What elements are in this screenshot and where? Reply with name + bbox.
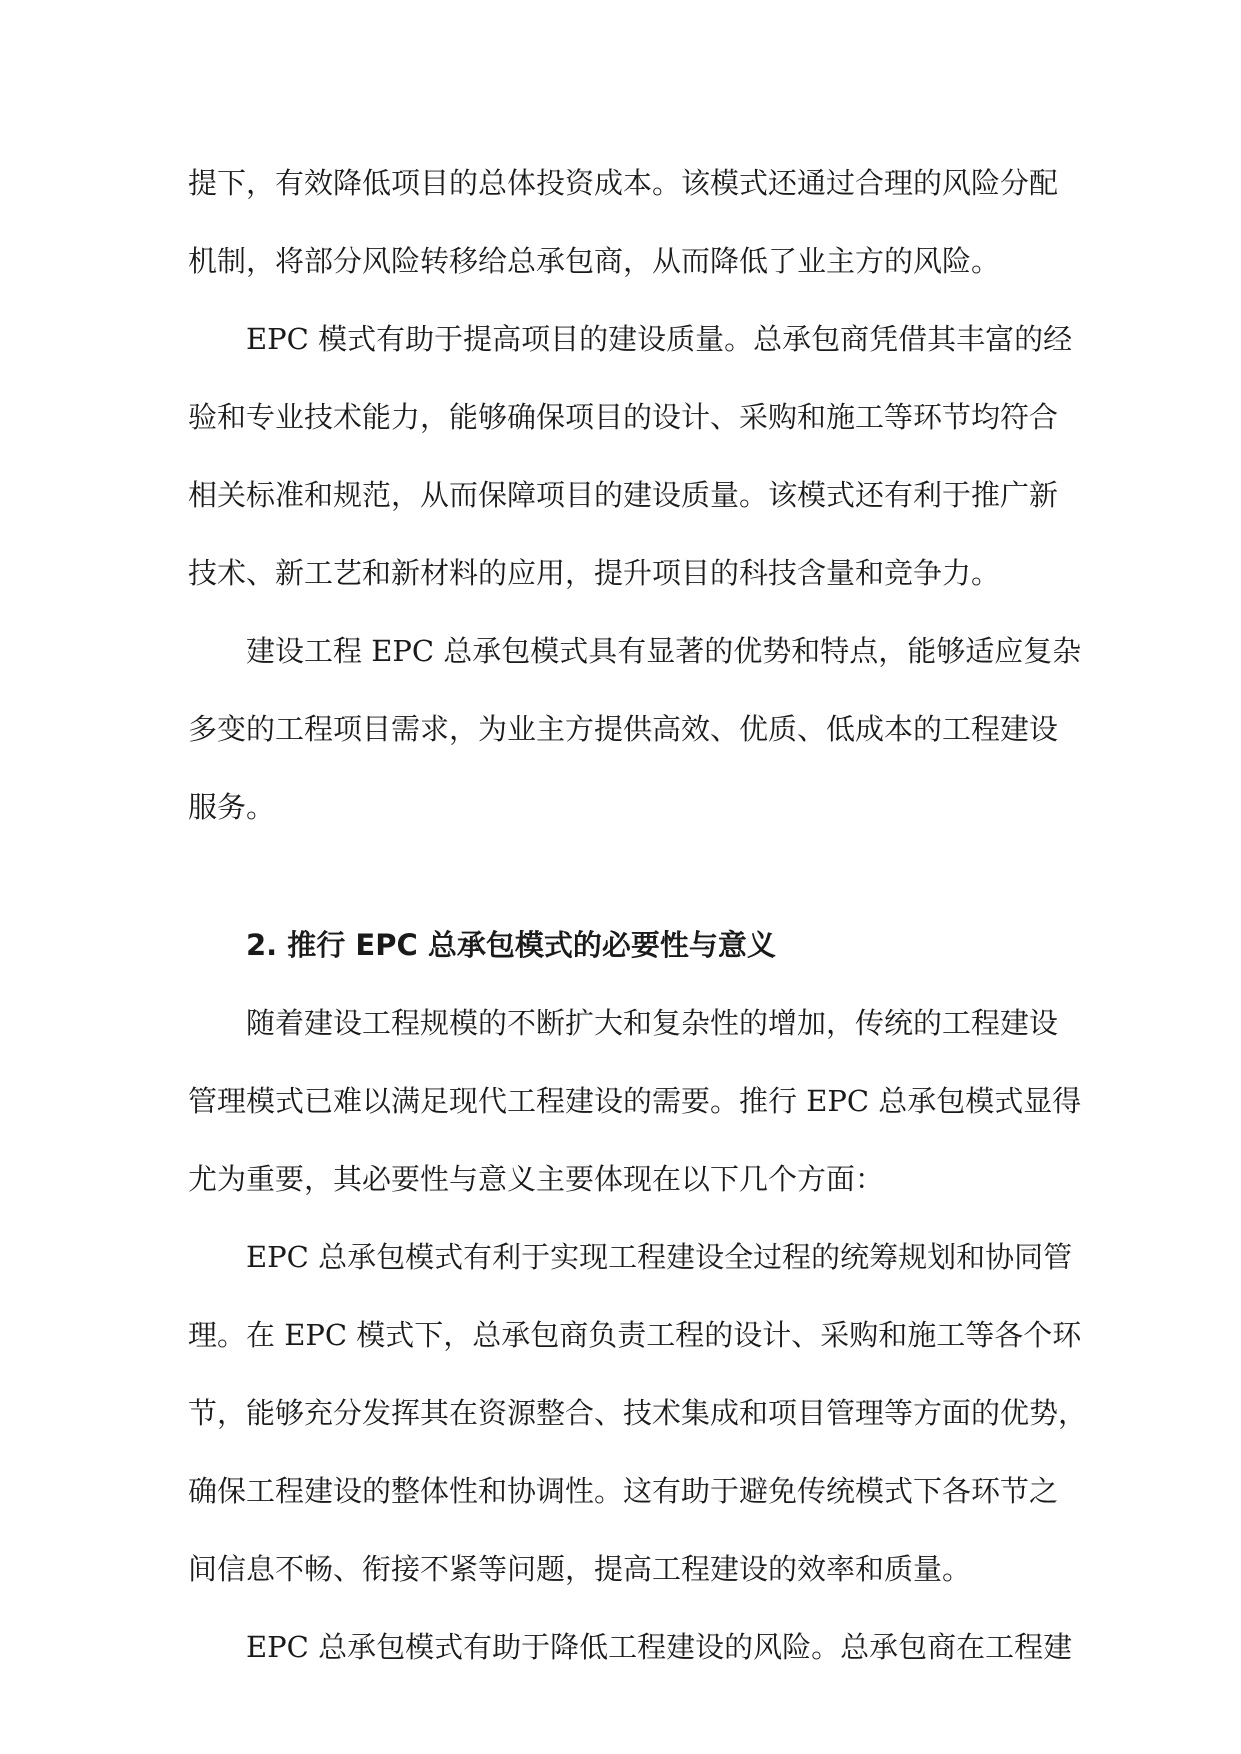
paragraph-line: EPC 模式有助于提高项目的建设质量。总承包商凭借其丰富的经 bbox=[246, 322, 1073, 356]
paragraph-line: 机制，将部分风险转移给总承包商，从而降低了业主方的风险。 bbox=[188, 244, 1001, 278]
paragraph-line: 建设工程 EPC 总承包模式具有显著的优势和特点，能够适应复杂 bbox=[246, 634, 1082, 668]
paragraph-5 bbox=[188, 1218, 1088, 1608]
section-heading: 2. 推行 EPC 总承包模式的必要性与意义 bbox=[246, 928, 776, 962]
paragraph-3 bbox=[188, 612, 1082, 846]
paragraph-line: EPC 总承包模式有利于实现工程建设全过程的统筹规划和协同管 bbox=[246, 1240, 1073, 1274]
paragraph-line: 验和专业技术能力，能够确保项目的设计、采购和施工等环节均符合 bbox=[188, 400, 1059, 434]
paragraph-line: 提下，有效降低项目的总体投资成本。该模式还通过合理的风险分配 bbox=[188, 166, 1059, 200]
paragraph-2 bbox=[188, 300, 1073, 612]
section-gap bbox=[188, 846, 1056, 906]
paragraph-line: 尤为重要，其必要性与意义主要体现在以下几个方面： bbox=[188, 1162, 885, 1196]
paragraph-line: 节，能够充分发挥其在资源整合、技术集成和项目管理等方面的优势， bbox=[188, 1396, 1088, 1430]
paragraph-4 bbox=[188, 984, 1082, 1218]
paragraph-line: 相关标准和规范，从而保障项目的建设质量。该模式还有利于推广新 bbox=[188, 478, 1059, 512]
paragraph-line: EPC 总承包模式有助于降低工程建设的风险。总承包商在工程建 bbox=[246, 1630, 1073, 1664]
document-body bbox=[188, 144, 1088, 1686]
paragraph-6 bbox=[188, 1608, 1073, 1686]
paragraph-line: 管理模式已难以满足现代工程建设的需要。推行 EPC 总承包模式显得 bbox=[188, 1084, 1082, 1118]
paragraph-line: 随着建设工程规模的不断扩大和复杂性的增加，传统的工程建设 bbox=[246, 1006, 1059, 1040]
paragraph-1 bbox=[188, 144, 1059, 300]
paragraph-line: 服务。 bbox=[188, 790, 276, 824]
paragraph-line: 间信息不畅、衔接不紧等问题，提高工程建设的效率和质量。 bbox=[188, 1552, 972, 1586]
paragraph-line: 多变的工程项目需求，为业主方提供高效、优质、低成本的工程建设 bbox=[188, 712, 1059, 746]
paragraph-line: 理。在 EPC 模式下，总承包商负责工程的设计、采购和施工等各个环 bbox=[188, 1318, 1082, 1352]
paragraph-line: 技术、新工艺和新材料的应用，提升项目的科技含量和竞争力。 bbox=[188, 556, 1001, 590]
paragraph-line: 确保工程建设的整体性和协调性。这有助于避免传统模式下各环节之 bbox=[188, 1474, 1059, 1508]
